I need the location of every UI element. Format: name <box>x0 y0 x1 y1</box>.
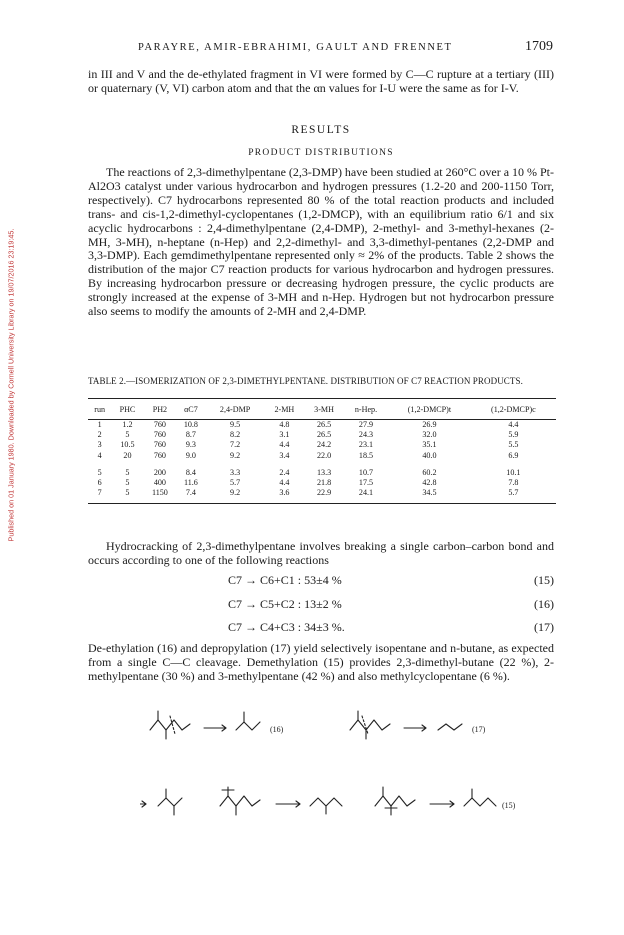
equation-number: (17) <box>534 620 554 634</box>
table-cell: 26.5 <box>316 430 332 440</box>
download-watermark <box>4 150 18 620</box>
table-cell: 60.2 <box>422 467 437 477</box>
molecule-n-butane <box>438 724 462 730</box>
table-cell: 40.0 <box>422 450 437 460</box>
paragraph-cleavage: De-ethylation (16) and depropylation (17) yield selectively isopentane and n-butane, as expected from a single C—C cleavage. Demethylation (15) provides 2,3-dimethyl-butane (22 %), 2-methylpentane (30 %) and 3-methylpentane (42 %) and also methylcyclopentane (6 %). <box>88 641 554 683</box>
equation-text: C7 → C5+C2 : 13±2 % <box>228 597 342 611</box>
scheme-label-17: (17) <box>472 725 486 734</box>
table-cell: 4 <box>97 450 102 460</box>
table-cell: 23.1 <box>358 440 374 450</box>
table-cell: 760 <box>153 420 166 429</box>
table-cell: 400 <box>153 478 166 488</box>
paragraph-results: The reactions of 2,3-dimethylpentane (2,3-DMP) have been studied at 260°C over a 10 % Pt-Al2O3 catalyst under various hydrocarbon and hydrogen pressures (1.2-20 and 200-1150 Torr, respectively). C7 hydrocarbons represented 80 % of the total reaction products and included trans- and cis-1,2-dimethyl-cyclopentanes (1,2-DMCP), with an equilibrium ratio 6/1 and six acyclic hydrocarbons : 2,4-dimethylpentane (2,4-DMP), 2-methyl- and 3-methyl-hexanes (2-MH, 3-MH), n-heptane (n-Hep) and 2,2-dimethyl- and 3,3-dimethyl-pentanes (2,2-DMP and 3,3-DMP). Each gemdimethylpentane represented only ≈ 2% of the products. Table 2 shows the distribution of the major C7 reaction products for various hydrocarbon and hydrogen pressures. By increasing hydrocarbon pressure or decreasing hydrogen pressure, the cyclic products are strongly increased at the expense of 3-MH and n-Hep. Hydrogen but not hydrocarbon pressure also seems to modify the amounts of 2-MH and 2,4-DMP. <box>88 165 555 319</box>
table-cell: 9.3 <box>185 440 196 450</box>
table-cell: 5.9 <box>508 430 519 440</box>
section-heading: RESULTS <box>291 124 351 136</box>
table-cell: 42.8 <box>422 478 437 488</box>
table-cell: 5.5 <box>508 440 519 450</box>
table-cell: 24.3 <box>358 430 374 440</box>
table-cell: 760 <box>153 440 166 450</box>
table-cell: 5 <box>125 430 130 440</box>
table-cell: 26.9 <box>422 420 437 429</box>
equation-number: (15) <box>534 573 554 587</box>
table-cell: 3.6 <box>265 488 305 504</box>
arrow-icon <box>276 801 300 807</box>
table-cell: 22.0 <box>316 450 332 460</box>
table-cell: 21.8 <box>316 478 332 488</box>
table-cell: 3.4 <box>279 450 290 460</box>
table-cell: 11.6 <box>183 478 198 488</box>
molecule-23dmp <box>375 787 415 815</box>
table-cell: 8.7 <box>185 430 196 440</box>
table-cell: 5 <box>125 467 130 477</box>
table-cell: 5 <box>125 478 130 488</box>
table-cell: 26.5 <box>316 420 332 429</box>
table-cell: 2 <box>97 430 102 440</box>
table-cell: 9.2 <box>230 450 241 460</box>
table-cell: 3.3 <box>230 467 241 477</box>
table-header-cell: 3-MH <box>304 399 344 420</box>
molecule-23dmp <box>350 711 390 739</box>
table-cell: 760 <box>153 430 166 440</box>
table-cell: 5 <box>111 488 143 504</box>
table-cell: 5.7 <box>230 478 241 488</box>
table-cell: 5 <box>97 467 102 477</box>
table-cell: 20 <box>123 450 132 460</box>
table-row <box>88 451 556 461</box>
table-header-cell: PHC <box>111 399 143 420</box>
table-cell: 1 <box>97 420 102 429</box>
table-cell: 24.2 <box>316 440 332 450</box>
data-table <box>88 398 556 504</box>
table-row <box>88 430 556 440</box>
table-cell: 9.2 <box>206 488 265 504</box>
table-header-cell: 2-MH <box>265 399 305 420</box>
equation-text: C7 → C4+C3 : 34±3 %. <box>228 620 345 634</box>
table-cell: 10.8 <box>183 420 198 429</box>
table-cell: 4.4 <box>279 440 290 450</box>
table-cell: 760 <box>153 450 166 460</box>
table-cell: 7.4 <box>176 488 205 504</box>
table-row <box>88 478 556 488</box>
table-header-cell: (1,2-DMCP)c <box>471 399 556 420</box>
arrow-icon <box>204 725 226 731</box>
table-header-cell: 2,4-DMP <box>206 399 265 420</box>
scheme-label-16: (16) <box>270 725 284 734</box>
molecule-23dmp <box>150 711 190 739</box>
molecule-2-methylpentane <box>310 798 342 814</box>
table-cell: 6 <box>97 478 102 488</box>
table-cell: 10.7 <box>358 467 374 477</box>
molecule-isopentane <box>236 712 260 730</box>
page-number: 1709 <box>525 39 553 54</box>
table-cell: 27.9 <box>358 420 374 429</box>
table-header-cell: run <box>88 399 111 420</box>
arrow-icon <box>404 725 426 731</box>
table-row <box>88 488 556 504</box>
table-cell: 35.1 <box>422 440 437 450</box>
table-cell: 5.7 <box>471 488 556 504</box>
table-cell: 34.5 <box>388 488 471 504</box>
equation-15 <box>88 573 554 589</box>
arrow-icon <box>430 801 454 807</box>
table-header-cell: (1,2-DMCP)t <box>388 399 471 420</box>
equation-text: C7 → C6+C1 : 53±4 % <box>228 573 342 587</box>
arrow-icon <box>140 801 146 807</box>
table-cell: 1150 <box>144 488 177 504</box>
molecule-23dmp <box>220 787 260 815</box>
table-cell: 7.8 <box>508 478 519 488</box>
table-row <box>88 440 556 450</box>
table-cell: 24.1 <box>344 488 388 504</box>
table-cell: 4.4 <box>508 420 519 429</box>
table-cell: 10.1 <box>506 467 521 477</box>
table-cell: 32.0 <box>422 430 437 440</box>
table-cell: 6.9 <box>508 450 519 460</box>
table-cell: 4.8 <box>279 420 290 429</box>
reaction-scheme <box>140 700 620 840</box>
molecule-23dmb <box>158 789 182 815</box>
header-authors: PARAYRE, AMIR-EBRAHIMI, GAULT AND FRENNET <box>138 42 453 53</box>
intro-paragraph: in III and V and the de-ethylated fragment in VI were formed by C—C rupture at a tertiary (III) or quaternary (V, VI) carbon atom and that the αn values for I-U were the same as for I-V. <box>88 67 554 95</box>
table-header-cell: n-Hep. <box>344 399 388 420</box>
table-cell: 13.3 <box>316 467 332 477</box>
equation-16 <box>88 597 554 613</box>
table-cell: 8.4 <box>185 467 196 477</box>
table-cell: 7.2 <box>230 440 241 450</box>
table-cell: 3 <box>97 440 102 450</box>
equation-number: (16) <box>534 597 554 611</box>
table-header-cell: αC7 <box>176 399 205 420</box>
download-note: Published on 01 January 1980. Downloaded by Cornell University Library on 19/07/2016 23:19:45. <box>6 228 16 542</box>
table-cell: 18.5 <box>358 450 374 460</box>
table-cell: 9.0 <box>185 450 196 460</box>
table-row <box>88 420 556 431</box>
table-cell: 8.2 <box>230 430 241 440</box>
table-cell: 7 <box>88 488 111 504</box>
table-cell: 1.2 <box>122 420 133 429</box>
subsection-heading: PRODUCT DISTRIBUTIONS <box>248 148 394 158</box>
table-row <box>88 461 556 478</box>
table-cell: 4.4 <box>279 478 290 488</box>
table-caption: TABLE 2.—ISOMERIZATION OF 2,3-DIMETHYLPENTANE. DISTRIBUTION OF C7 REACTION PRODUCTS. <box>88 376 523 386</box>
paragraph-hydrocracking: Hydrocracking of 2,3-dimethylpentane involves breaking a single carbon–carbon bond and occurs according to one of the following reactions <box>88 539 554 567</box>
table-cell: 2.4 <box>279 467 290 477</box>
equation-17 <box>88 620 554 636</box>
table-cell: 9.5 <box>230 420 241 429</box>
scheme-label-15: (15) <box>502 801 516 810</box>
table-header-row <box>88 399 556 420</box>
table-cell: 3.1 <box>279 430 290 440</box>
table-cell: 22.9 <box>304 488 344 504</box>
molecule-3-methylpentane <box>464 789 496 806</box>
table-cell: 17.5 <box>358 478 374 488</box>
table-cell: 10.5 <box>120 440 135 450</box>
table-cell: 200 <box>153 467 166 477</box>
table-header-cell: PH2 <box>144 399 177 420</box>
